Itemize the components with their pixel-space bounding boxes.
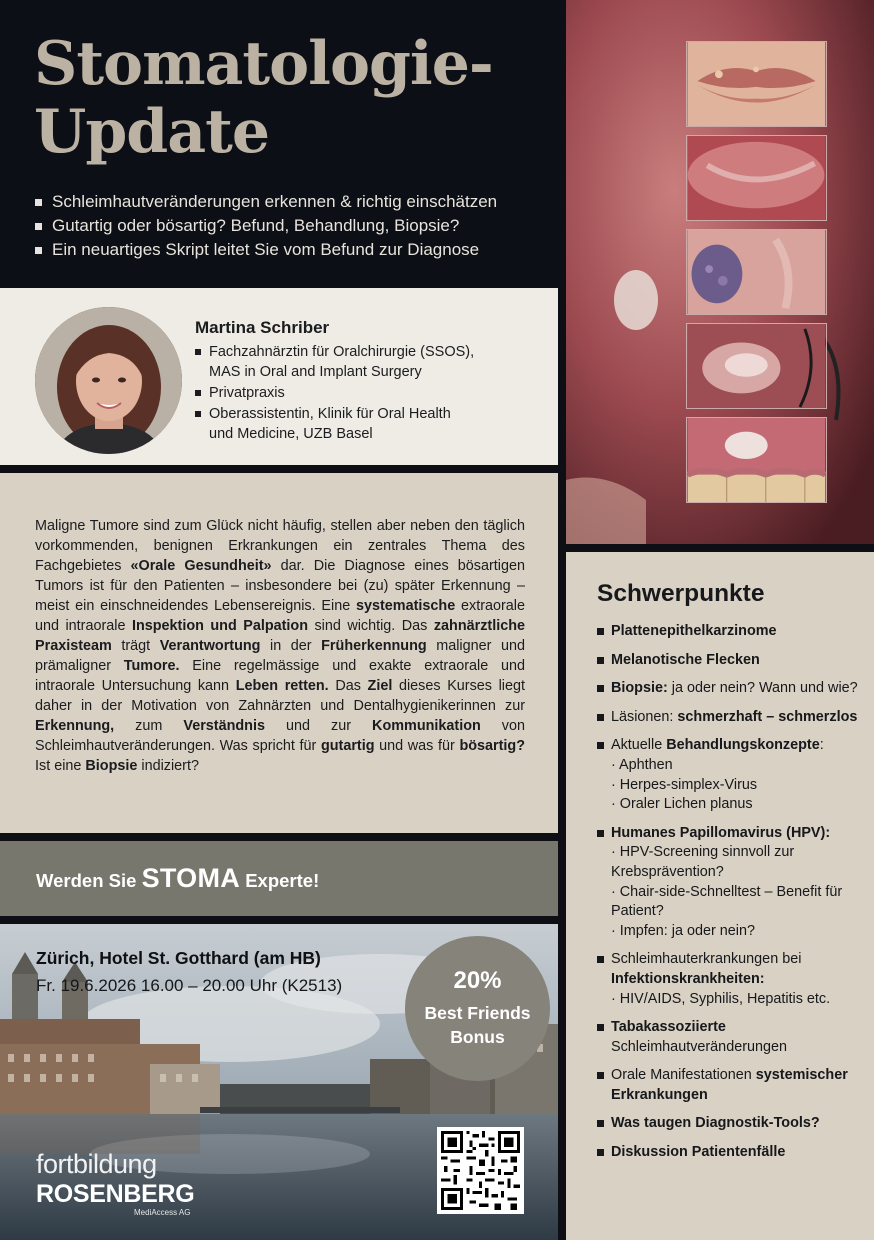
intro-emphasis: bösartig? xyxy=(459,738,525,754)
intro-emphasis: zahnärztliche Praxisteam xyxy=(35,618,525,654)
title-line-1: Stomatologie- xyxy=(34,29,493,99)
thumbnail-gingiva xyxy=(686,417,827,503)
schwerpunkt-text: Tabakassoziierte xyxy=(611,1019,726,1036)
schwerpunkt-text: Läsionen: xyxy=(611,708,678,725)
schwerpunkt-item xyxy=(597,1143,862,1163)
cta-stoma: STOMA xyxy=(141,863,241,893)
cta-text xyxy=(36,863,319,894)
schwerpunkt-subitem: · Oraler Lichen planus xyxy=(611,796,753,813)
intro-emphasis: «Orale Gesundheit» xyxy=(130,558,272,574)
bullet-square-icon xyxy=(597,1149,604,1156)
bullet-square-icon xyxy=(597,742,604,749)
intro-emphasis: Früherkennung xyxy=(321,638,427,654)
credential-item xyxy=(195,342,545,382)
header-bullet xyxy=(34,214,559,238)
qr-code-icon xyxy=(441,1131,520,1210)
schwerpunkt-subitem: · Herpes-simplex-Virus xyxy=(611,776,758,793)
intro-emphasis: Kommunikation xyxy=(372,718,481,734)
bullet-square-icon xyxy=(35,199,42,206)
qr-code[interactable] xyxy=(437,1127,524,1214)
header-bullet-list xyxy=(34,190,559,262)
bullet-square-icon xyxy=(597,657,604,664)
thumbnail-melanotic-lesion xyxy=(686,229,827,315)
intro-emphasis: Verantwortung xyxy=(159,638,261,654)
schwerpunkt-text: Aktuelle xyxy=(611,737,667,754)
schwerpunkt-text: Infektionskrankheiten: xyxy=(611,970,765,987)
bullet-square-icon xyxy=(195,411,201,417)
schwerpunkt-text: : xyxy=(819,737,824,754)
bullet-square-icon xyxy=(35,247,42,254)
intro-text-segment: Ist eine xyxy=(35,758,86,774)
schwerpunkt-text: Behandlungskonzepte xyxy=(666,737,820,754)
schwerpunkt-subitem: · HIV/AIDS, Syphilis, Hepatitis etc. xyxy=(611,990,831,1007)
schwerpunkt-text: systemischer Erkrankungen xyxy=(611,1067,848,1103)
thumbnail-lips xyxy=(686,41,827,127)
schwerpunkt-subitem: · Aphthen xyxy=(611,756,673,773)
intro-panel xyxy=(0,473,558,833)
intro-emphasis: Ziel xyxy=(367,678,393,694)
intro-text-segment: Maligne Tumore sind zum Glück nicht häufig, stellen aber neben den täglich vorkommenden, benignen Erkrankungen ein zentrales Thema des Fachgebietes xyxy=(35,518,525,574)
logo-mediaccess: MediAccess AG xyxy=(134,1208,191,1217)
intro-text-segment: dar. Die Diagnose eines bösartigen Tumors ist für den Patienten – insbesondere bei (zu) später Erkennung – meist ein einschneidendes Lebensereignis. Eine xyxy=(35,558,526,614)
intro-text-segment: sind wichtig. Das xyxy=(307,618,434,634)
schwerpunkt-item xyxy=(597,1066,862,1105)
intro-text-segment: maligner und prämaligner xyxy=(35,638,525,674)
schwerpunkt-subitem: · Impfen: ja oder nein? xyxy=(611,922,755,939)
page-title xyxy=(34,30,554,166)
schwerpunkt-text: Was taugen Diagnostik-Tools? xyxy=(611,1115,820,1132)
schwerpunkt-subitem: · Chair-side-Schnelltest – Benefit für Patient? xyxy=(611,883,843,920)
thumbnail-tongue xyxy=(686,135,827,221)
bullet-square-icon xyxy=(597,628,604,635)
schwerpunkt-item xyxy=(597,736,862,814)
event-location: Zürich, Hotel St. Gotthard (am HB) xyxy=(36,948,321,968)
title-line-2: Update xyxy=(34,97,269,167)
bullet-square-icon xyxy=(195,349,201,355)
schwerpunkt-item xyxy=(597,622,862,642)
intro-text-segment: Eine regelmässige und exakte extraorale und intraorale Untersuchung kann xyxy=(35,658,525,694)
schwerpunkt-text: Orale Manifestationen xyxy=(611,1067,756,1084)
logo-fortbildung: fortbildung xyxy=(36,1149,157,1179)
bullet-square-icon xyxy=(597,1024,604,1031)
intro-text-segment: trägt xyxy=(111,638,160,654)
speaker-portrait-image xyxy=(35,307,182,454)
schwerpunkte-list xyxy=(597,622,862,1172)
cta-post: Experte! xyxy=(240,870,320,891)
bullet-square-icon xyxy=(597,1072,604,1079)
bullet-square-icon xyxy=(597,685,604,692)
credential-line: Oberassistentin, Klinik für Oral Health xyxy=(209,406,451,422)
schwerpunkt-subitem: · HPV-Screening sinnvoll zur Krebsprävention? xyxy=(611,844,795,880)
schwerpunkt-text: Plattenepithelkarzinome xyxy=(611,623,777,639)
intro-emphasis: Verständnis xyxy=(183,718,265,734)
intro-text-segment: in der xyxy=(260,638,322,654)
intro-emphasis: Erkennung, xyxy=(35,718,115,734)
bullet-square-icon xyxy=(195,390,201,396)
header-bullet-text: Ein neuartiges Skript leitet Sie vom Befund zur Diagnose xyxy=(52,240,480,259)
intro-text-segment: Das xyxy=(328,678,368,694)
header-bullet-text: Gutartig oder bösartig? Befund, Behandlung, Biopsie? xyxy=(52,216,460,235)
bullet-square-icon xyxy=(35,223,42,230)
credential-item xyxy=(195,383,545,403)
header-bullet-text: Schleimhautveränderungen erkennen & richtig einschätzen xyxy=(52,192,498,211)
badge-percent: 20% xyxy=(453,967,502,994)
schwerpunkt-text: Humanes Papillomavirus (HPV): xyxy=(611,824,831,841)
speaker-name: Martina Schriber xyxy=(195,318,330,337)
schwerpunkt-item xyxy=(597,1018,862,1057)
schwerpunkt-text: Schleimhauterkrankungen bei xyxy=(611,951,802,968)
schwerpunkt-text: schmerzhaft – schmerzlos xyxy=(677,708,858,725)
schwerpunkt-item xyxy=(597,950,862,1009)
intro-emphasis: Inspektion und Palpation xyxy=(131,618,308,634)
schwerpunkt-text: Schleimhautveränderungen xyxy=(611,1038,788,1055)
logo-rosenberg: ROSENBERG xyxy=(36,1180,195,1208)
badge-line-1: Best Friends xyxy=(424,1003,531,1023)
speaker-credentials xyxy=(195,342,545,445)
badge-line-2: Bonus xyxy=(450,1027,505,1047)
intro-emphasis: gutartig xyxy=(320,738,375,754)
schwerpunkte-title: Schwerpunkte xyxy=(597,580,765,607)
credential-line: Fachzahnärztin für Oralchirurgie (SSOS), xyxy=(209,344,475,360)
intro-emphasis: Tumore. xyxy=(123,658,180,674)
bullet-square-icon xyxy=(597,1120,604,1127)
intro-paragraph xyxy=(35,516,525,776)
cta-banner xyxy=(0,841,558,916)
cta-pre: Werden Sie xyxy=(36,870,142,891)
intro-text-segment: dieses Kurses liegt daher in der Motivation von Zahnärzten und Dentalhygienikerinnen zur xyxy=(35,678,526,714)
schwerpunkt-item xyxy=(597,824,862,942)
intro-text-segment: und was für xyxy=(374,738,460,754)
header-bullet xyxy=(34,238,559,262)
speaker-portrait xyxy=(35,307,182,454)
schwerpunkt-item xyxy=(597,679,862,699)
bullet-square-icon xyxy=(597,830,604,837)
bullet-square-icon xyxy=(597,956,604,963)
header-bullet xyxy=(34,190,559,214)
schwerpunkt-text: Diskussion Patientenfälle xyxy=(611,1144,786,1161)
credential-line: MAS in Oral and Implant Surgery xyxy=(209,364,422,380)
intro-emphasis: Leben retten. xyxy=(235,678,329,694)
intro-text-segment: indiziert? xyxy=(137,758,199,774)
credential-line: und Medicine, UZB Basel xyxy=(209,426,373,442)
intro-emphasis: Biopsie xyxy=(85,758,138,774)
intro-text-segment: und zur xyxy=(264,718,373,734)
intro-text-segment: extraorale und intraorale xyxy=(35,598,525,634)
speaker-panel xyxy=(0,288,558,465)
header-panel xyxy=(0,0,566,288)
intro-text-segment: von Schleimhautveränderungen. Was spricht für xyxy=(35,718,526,754)
event-date: Fr. 19.6.2026 16.00 – 20.00 Uhr (K2513) xyxy=(36,976,343,995)
credential-line: Privatpraxis xyxy=(209,385,285,401)
credential-item xyxy=(195,404,545,444)
schwerpunkt-text: Biopsie: xyxy=(611,680,668,697)
thumbnail-leukoplakia xyxy=(686,323,827,409)
schwerpunkt-item xyxy=(597,651,862,671)
schwerpunkt-item xyxy=(597,1114,862,1134)
bullet-square-icon xyxy=(597,714,604,721)
intro-emphasis: systematische xyxy=(356,598,456,614)
schwerpunkt-text: Melanotische Flecken xyxy=(611,651,760,668)
intro-text-segment: zum xyxy=(114,718,184,734)
discount-badge xyxy=(405,936,550,1081)
schwerpunkt-text: ja oder nein? Wann und wie? xyxy=(667,680,858,697)
schwerpunkt-item xyxy=(597,708,862,728)
